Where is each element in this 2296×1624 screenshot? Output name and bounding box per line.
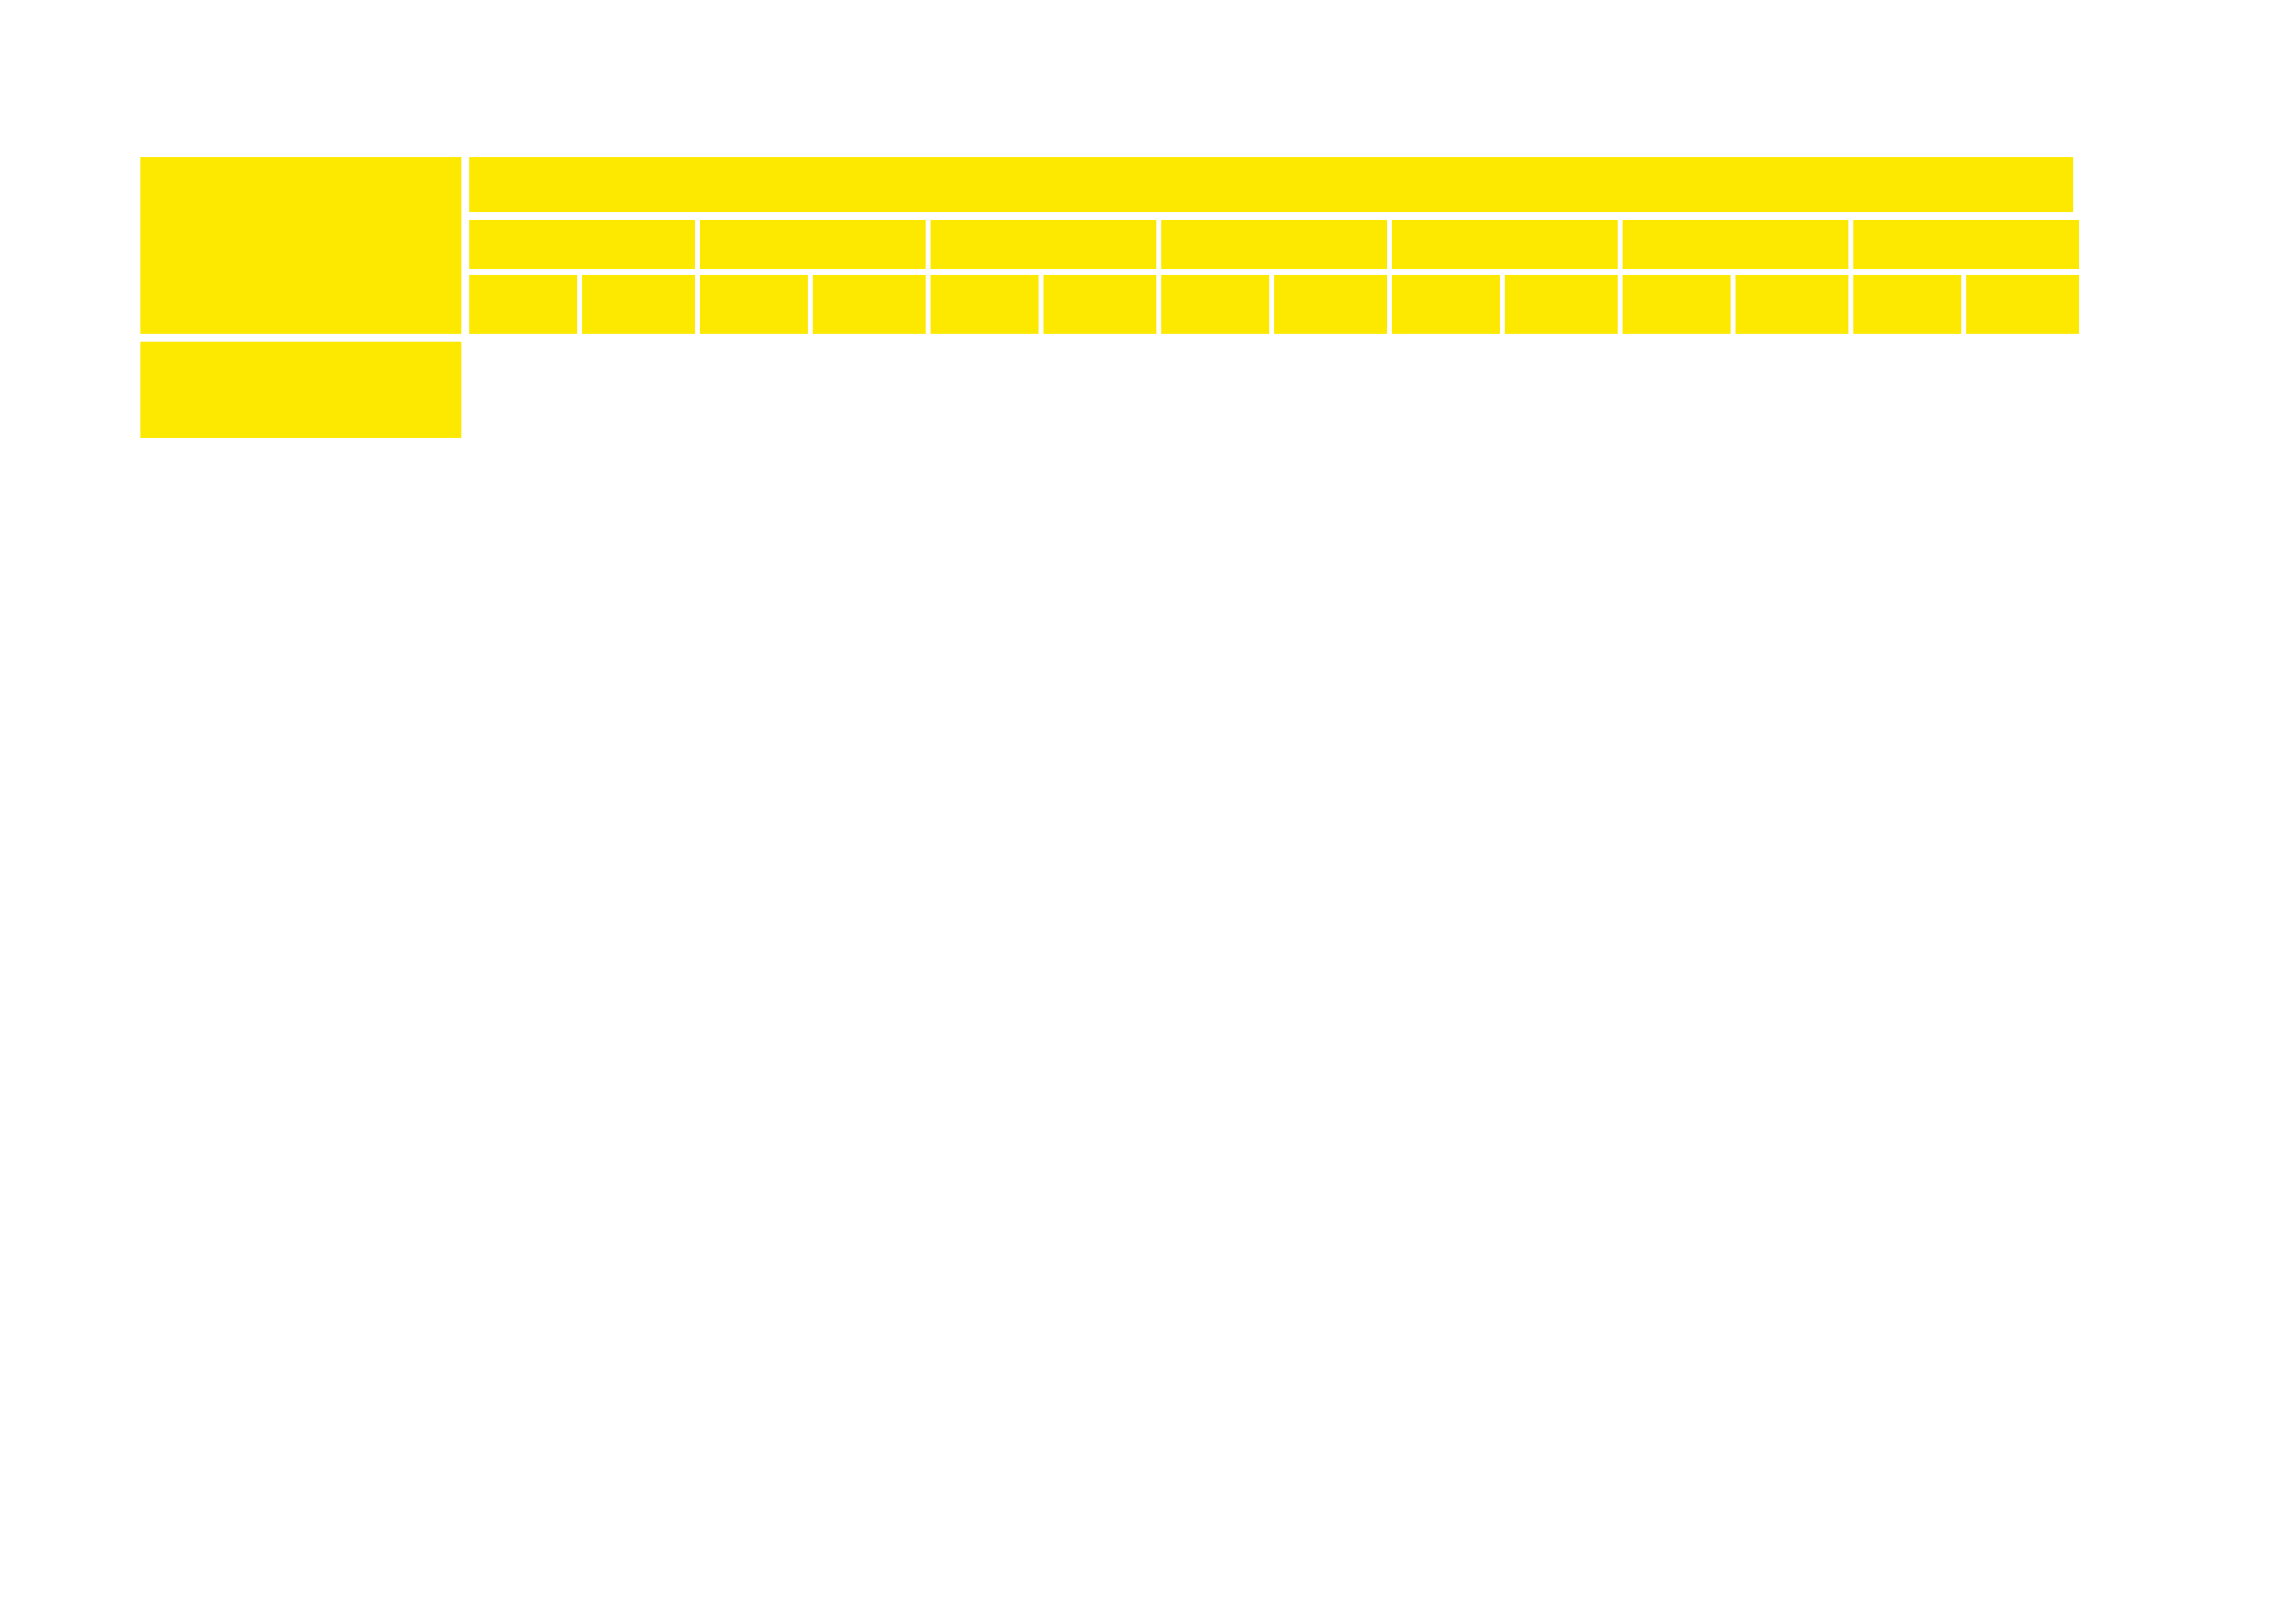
sub-header-female-2018 [1274,275,1387,334]
group-title [469,157,2073,212]
year-header-2020 [1623,220,1848,269]
year-header-2017 [931,220,1156,269]
sub-header-female-2021 [1966,275,2079,334]
sub-header-total-2016 [700,275,808,334]
sub-header-female-2015 [582,275,695,334]
year-header-2018 [1161,220,1387,269]
sub-header-female-2017 [1043,275,1156,334]
year-header-2015 [469,220,695,269]
stub-header [140,157,461,334]
sub-header-female-2020 [1735,275,1848,334]
year-header-2019 [1392,220,1618,269]
sub-header-female-2016 [813,275,926,334]
year-header-2016 [700,220,926,269]
sub-header-total-2020 [1623,275,1731,334]
summary-stub-bg [140,342,461,438]
sub-header-total-2015 [469,275,577,334]
sub-header-total-2019 [1392,275,1500,334]
sub-header-total-2021 [1853,275,1961,334]
stand-note [144,903,162,934]
sub-header-female-2019 [1505,275,1618,334]
sub-header-total-2018 [1161,275,1269,334]
sub-header-total-2017 [931,275,1039,334]
year-header-2021 [1853,220,2079,269]
